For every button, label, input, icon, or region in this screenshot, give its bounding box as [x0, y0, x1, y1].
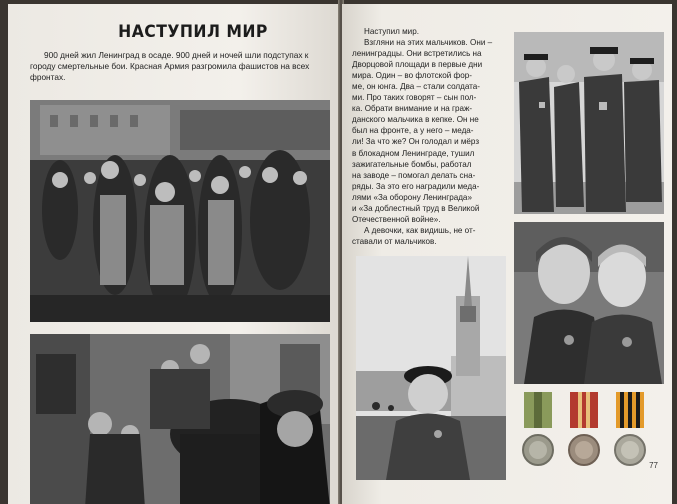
text-line: зажигательные бомбы, работал — [352, 159, 472, 169]
photo-boys-in-uniform — [514, 32, 664, 214]
text-line: ка. Обрати внимание и на граж- — [352, 104, 473, 114]
medal-defense-of-leningrad — [520, 392, 556, 474]
photo-street-scene — [30, 334, 330, 504]
text-line: на заводе – помогал делать сна- — [352, 170, 476, 180]
left-page — [8, 4, 340, 504]
medal-red-ribbon — [566, 392, 602, 474]
text-line: данского мальчика в кепке. Он не — [352, 115, 479, 125]
photo-soldiers-parade — [30, 100, 330, 322]
text-line: ли! За что же? Он голодал и мёрз — [352, 137, 480, 147]
page-title: НАСТУПИЛ МИР — [118, 22, 268, 42]
body-text — [352, 26, 510, 247]
photo-two-girls — [514, 222, 664, 384]
text-line: Отечественной войне». — [352, 214, 441, 224]
intro-paragraph: 900 дней жил Ленинград в осаде. 900 дней и ночей шли подступах к городу смертельные бои. Красная Армия разгромила фашистов на всех фронтах. — [30, 50, 310, 83]
text-line: ряды. За это его наградили меда- — [352, 181, 480, 191]
text-line: ленинградцы. Они встретились на — [352, 49, 482, 59]
text-line: лями «За оборону Ленинграда» — [352, 192, 472, 202]
right-page — [342, 4, 672, 504]
text-line: А девочки, как видишь, не от- — [364, 225, 476, 235]
text-line: ми. Про таких говорят – сын пол- — [352, 93, 477, 103]
text-line: был на фронте, а у него – меда- — [352, 126, 474, 136]
text-line: Дворцовой площади в первые дни — [352, 60, 483, 70]
medal-st-george-ribbon — [612, 392, 648, 474]
text-line: Наступил мир. — [364, 27, 419, 36]
photo-boy-admiralty — [356, 256, 506, 480]
text-line: ме, он юнга. Два – стали солдата- — [352, 82, 480, 92]
text-line: и «За доблестный труд в Великой — [352, 203, 480, 213]
text-line: в блокадном Ленинграде, тушил — [352, 148, 475, 158]
text-line: Взгляни на этих мальчиков. Они – — [364, 38, 493, 48]
text-line: мира. Один – во флотской фор- — [352, 71, 472, 81]
page-number: 77 — [649, 461, 658, 470]
text-line: ставали от мальчиков. — [352, 236, 437, 246]
